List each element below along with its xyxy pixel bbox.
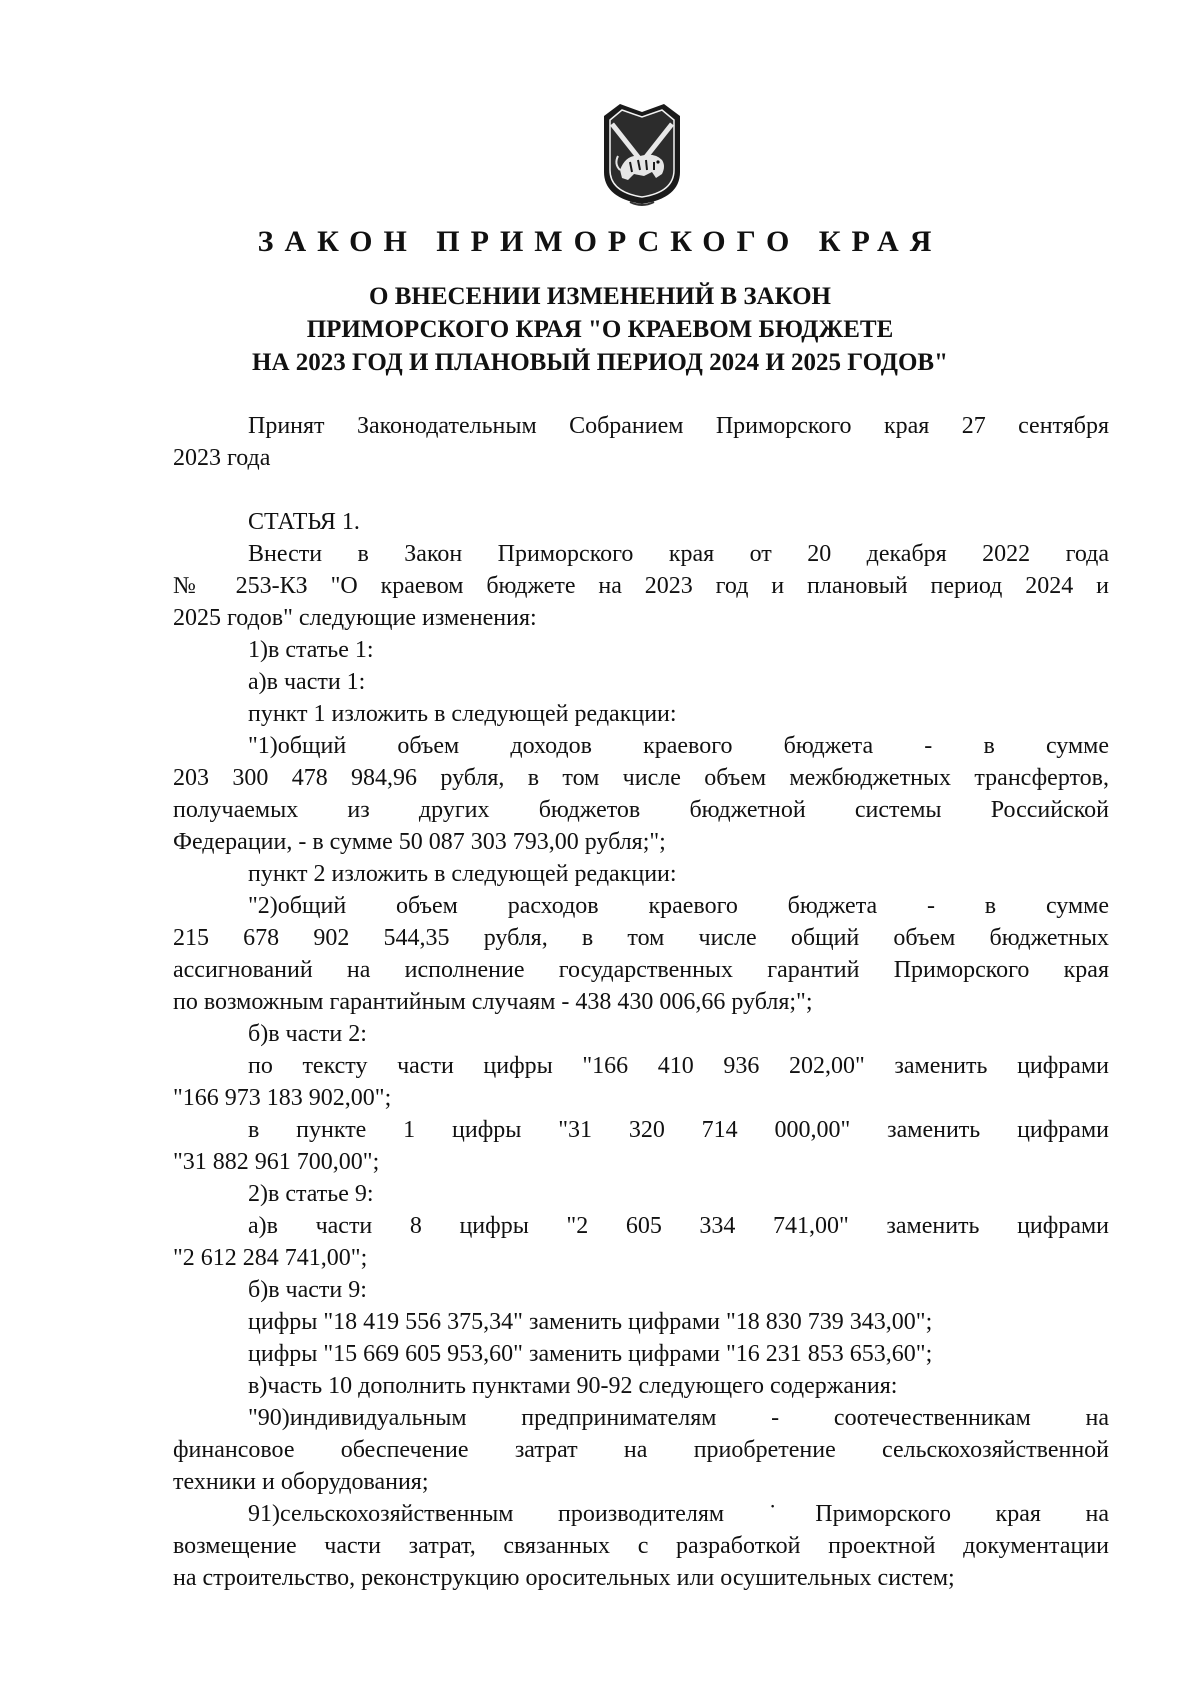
text-line: ассигнований на исполнение государственных гарантий Приморского края bbox=[173, 957, 1109, 983]
point-90 bbox=[173, 1402, 1109, 1498]
text-line: "2)общий объем расходов краевого бюджета - в сумме bbox=[248, 893, 1109, 919]
text-line: на строительство, реконструкцию оросительных или осушительных систем; bbox=[173, 1565, 955, 1591]
replacement-c9-2: цифры "15 669 605 953,60" заменить цифрами "16 231 853 653,60"; bbox=[248, 1341, 933, 1367]
text-line: возмещение части затрат, связанных с разработкой проектной документации bbox=[173, 1533, 1109, 1559]
item-1a: а)в части 1: bbox=[248, 669, 366, 695]
text-line: "166 973 183 902,00"; bbox=[173, 1085, 392, 1111]
adoption-note bbox=[173, 410, 1109, 474]
replacement-a8 bbox=[173, 1210, 1109, 1274]
law-title: ЗАКОН ПРИМОРСКОГО КРАЯ bbox=[257, 225, 943, 258]
law-body bbox=[173, 410, 1109, 1594]
text-line: 91)сельскохозяйственным производителям ˙Приморского края на bbox=[248, 1501, 1109, 1527]
text-line: получаемых из других бюджетов бюджетной системы Российской bbox=[173, 797, 1109, 823]
paragraph-1-intro: пункт 1 изложить в следующей редакции: bbox=[248, 701, 677, 727]
article-intro bbox=[173, 538, 1109, 634]
text-line: "1)общий объем доходов краевого бюджета - в сумме bbox=[248, 733, 1109, 759]
text-line: в пункте 1 цифры "31 320 714 000,00" заменить цифрами bbox=[248, 1117, 1109, 1143]
paragraph-2-intro: пункт 2 изложить в следующей редакции: bbox=[248, 861, 677, 887]
text-line: финансовое обеспечение затрат на приобретение сельскохозяйственной bbox=[173, 1437, 1109, 1463]
item-1b: б)в части 2: bbox=[248, 1021, 367, 1047]
item-2: 2)в статье 9: bbox=[248, 1181, 374, 1207]
paragraph-1-text bbox=[173, 730, 1109, 858]
article-heading: СТАТЬЯ 1. bbox=[248, 509, 360, 535]
subtitle-line: О ВНЕСЕНИИ ИЗМЕНЕНИЙ В ЗАКОН bbox=[369, 283, 831, 310]
item-2b: б)в части 9: bbox=[248, 1277, 367, 1303]
law-subtitle bbox=[0, 280, 1200, 379]
intro-line: № 253-КЗ "О краевом бюджете на 2023 год и плановый период 2024 и bbox=[173, 573, 1109, 599]
intro-line: Внести в Закон Приморского края от 20 декабря 2022 года bbox=[248, 541, 1109, 567]
replacement-c9-1: цифры "18 419 556 375,34" заменить цифрами "18 830 739 343,00"; bbox=[248, 1309, 933, 1335]
item-1: 1)в статье 1: bbox=[248, 637, 374, 663]
text-line: "2 612 284 741,00"; bbox=[173, 1245, 368, 1271]
text-line: Федерации, - в сумме 50 087 303 793,00 рубля;"; bbox=[173, 829, 666, 855]
text-line: 203 300 478 984,96 рубля, в том числе объем межбюджетных трансфертов, bbox=[173, 765, 1109, 791]
text-line: а)в части 8 цифры "2 605 334 741,00" заменить цифрами bbox=[248, 1213, 1109, 1239]
adoption-line: 2023 года bbox=[173, 445, 271, 471]
text-line: "31 882 961 700,00"; bbox=[173, 1149, 380, 1175]
text-line: техники и оборудования; bbox=[173, 1469, 429, 1495]
text-line: по возможным гарантийным случаям - 438 430 006,66 рубля;"; bbox=[173, 989, 813, 1015]
primorsky-coat-of-arms-icon bbox=[600, 100, 684, 208]
text-line: по тексту части цифры "166 410 936 202,00" заменить цифрами bbox=[248, 1053, 1109, 1079]
text-line: 215 678 902 544,35 рубля, в том числе общий объем бюджетных bbox=[173, 925, 1109, 951]
point-91 bbox=[173, 1498, 1109, 1594]
replacement-b2 bbox=[173, 1114, 1109, 1178]
adoption-line: Принят Законодательным Собранием Приморского края 27 сентября bbox=[248, 413, 1109, 439]
intro-line: 2025 годов" следующие изменения: bbox=[173, 605, 537, 631]
replacement-b1 bbox=[173, 1050, 1109, 1114]
paragraph-2-text bbox=[173, 890, 1109, 1018]
item-2v: в)часть 10 дополнить пунктами 90-92 следующего содержания: bbox=[248, 1373, 898, 1399]
text-line: "90)индивидуальным предпринимателям - соотечественникам на bbox=[248, 1405, 1109, 1431]
subtitle-line: ПРИМОРСКОГО КРАЯ "О КРАЕВОМ БЮДЖЕТЕ bbox=[306, 316, 894, 343]
subtitle-line: НА 2023 ГОД И ПЛАНОВЫЙ ПЕРИОД 2024 И 2025 ГОДОВ" bbox=[252, 349, 948, 376]
